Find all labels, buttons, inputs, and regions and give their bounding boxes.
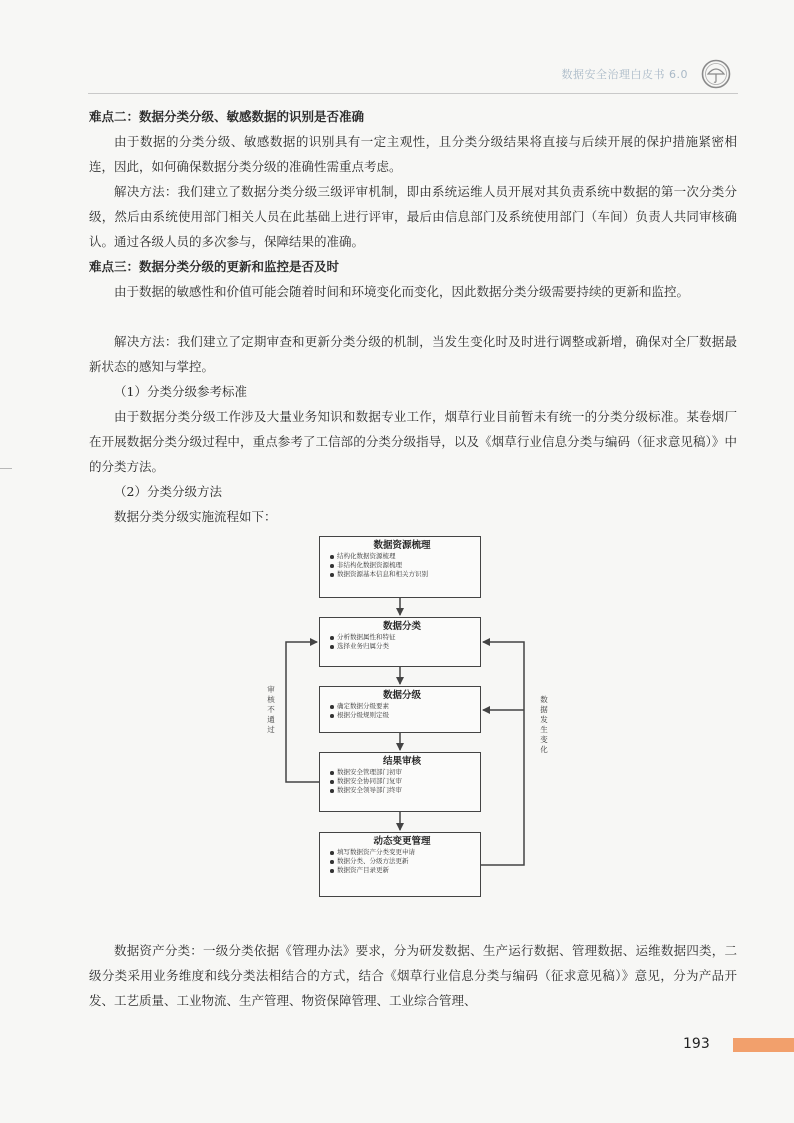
page-number: 193 xyxy=(683,1036,710,1052)
flow-step-item: 数据安全协同部门复审 xyxy=(330,777,474,786)
flow-step-item: 数据安全管理部门初审 xyxy=(330,768,474,777)
label-review-failed: 审核不通过 xyxy=(267,685,275,734)
paragraph: 由于数据的敏感性和价值可能会随着时间和环境变化而变化，因此数据分类分级需要持续的更新和监控。 xyxy=(114,284,690,299)
subheading-method: （2）分类分级方法 xyxy=(114,484,222,499)
flow-step-data-grading xyxy=(319,686,481,733)
paragraph: 数据分类分级实施流程如下： xyxy=(114,509,277,524)
flow-step-data-classification xyxy=(319,617,481,667)
flow-step-result-review xyxy=(319,752,481,812)
paragraph: 解决方法：我们建立了定期审查和更新分类分级的机制，当发生变化时及时进行调整或新增，确保对全厂数据最新状态的感知与掌控。 xyxy=(89,334,737,374)
flow-step-item: 根据分级规则定级 xyxy=(330,711,474,720)
flow-step-title: 数据分类 xyxy=(382,621,421,632)
flow-step-item: 确定数据分级要素 xyxy=(330,702,474,711)
flow-step-dynamic-change-management xyxy=(319,832,481,897)
flow-step-title: 动态变更管理 xyxy=(373,836,431,847)
subheading-reference-standard: （1）分类分级参考标准 xyxy=(114,384,247,399)
flow-step-item: 数据安全领导部门终审 xyxy=(330,786,474,795)
paragraph: 由于数据的分类分级、敏感数据的识别具有一定主观性，且分类分级结果将直接与后续开展的保护措施紧密相连，因此，如何确保数据分类分级的准确性需重点考虑。 xyxy=(89,134,737,174)
heading-difficulty-three: 难点三：数据分类分级的更新和监控是否及时 xyxy=(89,259,340,274)
margin-mark xyxy=(0,468,12,469)
label-data-changed: 数据发生变化 xyxy=(540,695,548,754)
flow-step-item: 数据资源基本信息和相关方识别 xyxy=(330,570,474,579)
flow-step-data-resource-sorting xyxy=(319,536,481,598)
flow-step-item: 分析数据属性和特征 xyxy=(330,633,474,642)
flow-step-item: 数据分类、分级方法更新 xyxy=(330,857,474,866)
paragraph: 解决方法：我们建立了数据分类分级三级评审机制，即由系统运维人员开展对其负责系统中数据的第一次分类分级，然后由系统使用部门相关人员在此基础上进行评审，最后由信息部门及系统使用部门（车间）负责人共同审核确认。通过各级人员的多次参与，保障结果的准确。 xyxy=(89,184,737,249)
umbrella-logo-icon xyxy=(701,59,731,89)
flow-step-title: 数据资源梳理 xyxy=(373,540,431,551)
flow-step-item: 填写数据资产分类变更申请 xyxy=(330,848,474,857)
flow-step-item: 选择业务归属分类 xyxy=(330,642,474,651)
flowchart xyxy=(262,530,562,910)
flow-step-item: 数据资产目录更新 xyxy=(330,866,474,875)
page-accent-bar xyxy=(733,1038,794,1052)
flow-step-title: 数据分级 xyxy=(382,690,421,701)
heading-difficulty-two: 难点二：数据分类分级、敏感数据的识别是否准确 xyxy=(89,109,365,124)
flow-step-item: 非结构化数据资源梳理 xyxy=(330,561,474,570)
running-header-title: 数据安全治理白皮书 6.0 xyxy=(561,68,688,81)
paragraph-asset-classification: 数据资产分类：一级分类依据《管理办法》要求，分为研发数据、生产运行数据、管理数据、运维数据四类，二级分类采用业务维度和线分类法相结合的方式，结合《烟草行业信息分类与编码（征求意见稿）》意见，分为产品开发、工艺质量、工业物流、生产管理、物资保障管理、工业综合管理、 xyxy=(89,943,737,1008)
header-rule xyxy=(88,93,738,94)
flow-step-title: 结果审核 xyxy=(382,756,421,767)
paragraph: 由于数据分类分级工作涉及大量业务知识和数据专业工作，烟草行业目前暂未有统一的分类分级标准。某卷烟厂在开展数据分类分级过程中，重点参考了工信部的分类分级指导，以及《烟草行业信息分类与编码（征求意见稿）》中的分类方法。 xyxy=(89,409,737,474)
flow-step-item: 结构化数据资源梳理 xyxy=(330,552,474,561)
